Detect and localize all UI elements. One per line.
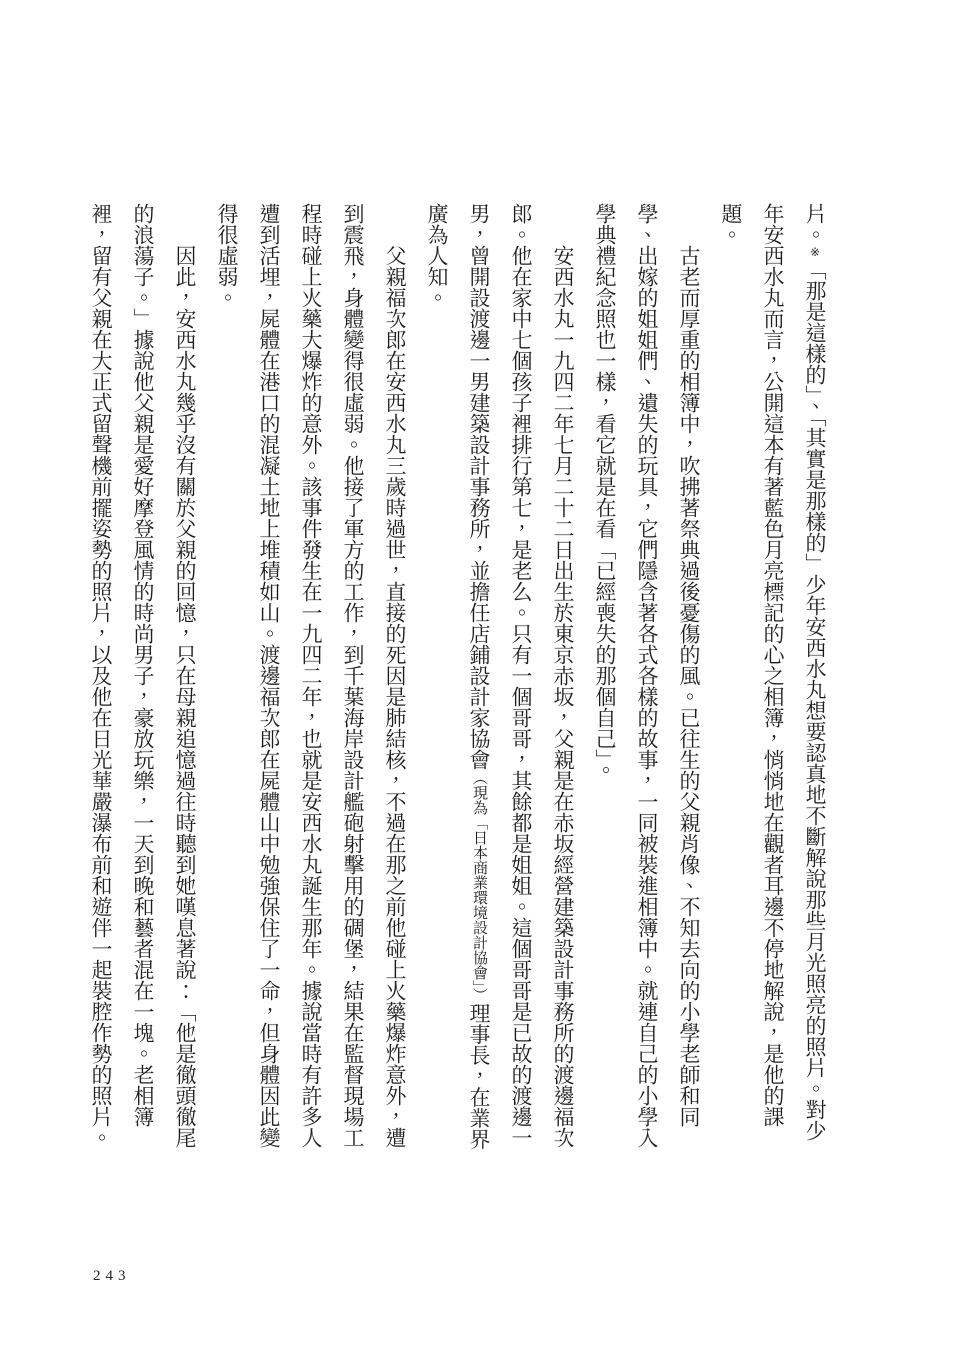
text-segment: 父親福次郎在安西水丸三歲時過世，直接的死因是肺結核，不過在那之前他碰上火藥爆炸意外，遭到震飛，身體變得很虛弱。他接了軍方的工作，到千葉海岸設計艦砲射擊用的碉堡，結果在監督現場工程時碰上火藥大爆炸的意外。該事件發生在一九四二年，也就是安西水丸誕生那年。據說當時有許多人遭到活埋，屍體在港口的混凝土地上堆積如山。渡邊福次郎在屍體山中勉強保住了一命，但身體因此變得很虛弱。 xyxy=(215,203,407,1148)
paragraph-1 xyxy=(710,203,836,1153)
text-segment: 「那是這樣的」、「其實是那樣的」少年安西水丸想要認真地不斷解說那些月光照亮的照片。對少年安西水丸而言，公開這本有著藍色月亮標記的心之相簿，悄悄地在觀者耳邊不停地解說，是他的課題。 xyxy=(719,203,827,1141)
paragraph-4 xyxy=(206,203,416,1153)
text-segment: 古老而厚重的相簿中，吹拂著祭典過後憂傷的風。已往生的父親肖像、不知去向的小學老師和同學、出嫁的姐姐們、遺失的玩具，它們隱含著各式各樣的故事，一同被裝進相簿中。就連自己的小學入學典禮紀念照也一樣，看它就是在看「已經喪失的那個自己」。 xyxy=(593,203,701,1148)
text-segment: 片。 xyxy=(803,203,827,245)
paragraph-5 xyxy=(80,203,206,1153)
paragraph-3 xyxy=(416,203,584,1153)
text-body xyxy=(89,203,836,1153)
text-segment: 因此，安西水丸幾乎沒有關於父親的回憶，只在母親追憶過往時聽到她嘆息著說：「他是徹頭徹尾的浪蕩子。」據說他父親是愛好摩登風情的時尚男子，豪放玩樂，一天到晚和藝者混在一塊。老相簿裡，留有父親在大正式留聲機前擺姿勢的照片，以及他在日光華嚴瀑布前和遊伴一起裝腔作勢的照片。 xyxy=(89,203,197,1148)
text-segment: 安西水丸一九四二年七月二十二日出生於東京赤坂，父親是在赤坂經營建築設計事務所的渡邊福次郎。他在家中七個孩子裡排行第七，是老么。只有一個哥哥，其餘都是姐姐。這個哥哥是已故的渡邊一男，曾開設渡邊一男建築設計事務所，並擔任店鋪設計家協會 xyxy=(467,203,575,1148)
reference-mark-icon: ※ xyxy=(808,245,822,259)
paragraph-2 xyxy=(584,203,710,1153)
text-segment: （現為「日本商業環境設計協會」） xyxy=(471,770,487,1003)
text-segment: 理事長，在業界廣為人知。 xyxy=(425,203,491,1150)
page-number: 243 xyxy=(93,1268,131,1284)
